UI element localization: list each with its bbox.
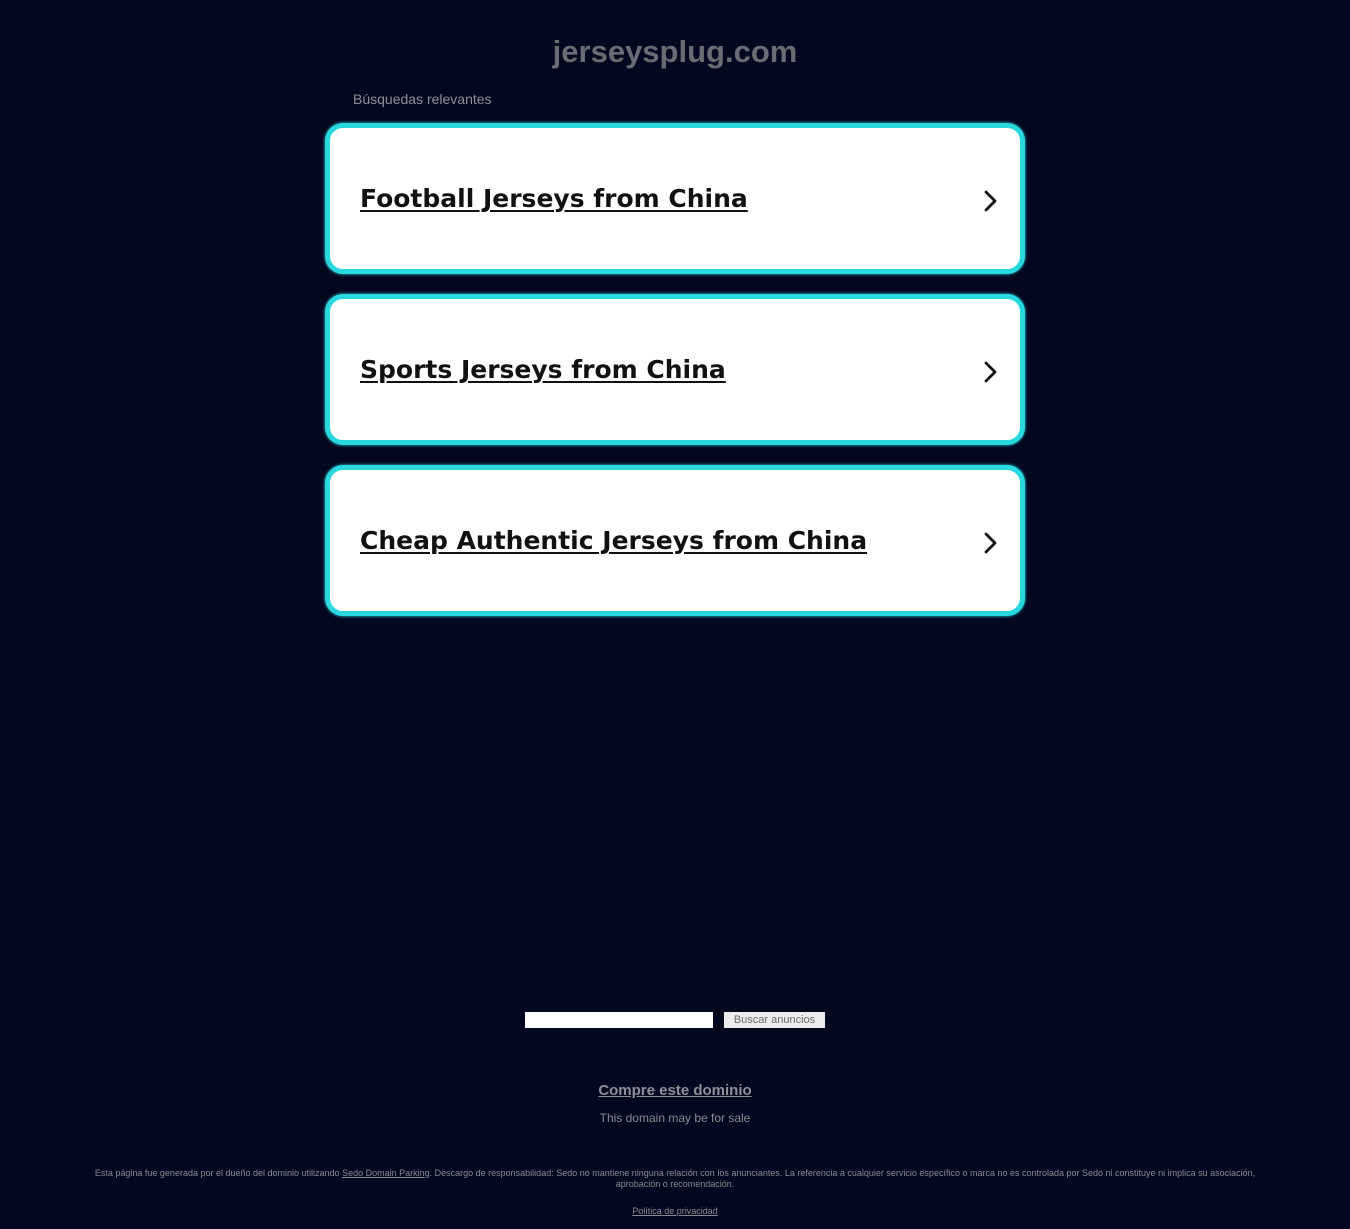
disclaimer-text-start: Esta página fue generada por el dueño del dominio utilizando	[94, 1168, 343, 1178]
related-search-card[interactable]	[325, 294, 1025, 445]
search-input[interactable]	[525, 1012, 713, 1028]
chevron-right-icon	[984, 361, 998, 383]
related-search-link[interactable]: Football Jerseys from China	[360, 184, 748, 213]
buy-domain-link[interactable]: Compre este dominio	[598, 1082, 752, 1099]
privacy-policy-link[interactable]: Política de privacidad	[632, 1206, 718, 1216]
site-domain-title: jerseysplug.com	[552, 34, 798, 69]
related-searches-list	[325, 123, 1025, 636]
related-search-card[interactable]	[325, 465, 1025, 616]
ad-search-form	[524, 1011, 826, 1029]
chevron-right-icon	[984, 532, 998, 554]
related-search-link[interactable]: Cheap Authentic Jerseys from China	[360, 526, 868, 555]
sedo-parking-link[interactable]: Sedo Domain Parking	[342, 1168, 430, 1178]
disclaimer-text-end: . Descargo de responsabilidad: Sedo no mantiene ninguna relación con los anunciantes. La referencia a cualquier servicio específico o marca no es controlada por Sedo ni constituye ni implica su asociación, aprobación o recomendación.	[429, 1168, 1256, 1189]
disclaimer-text	[75, 1168, 1275, 1190]
related-searches-heading: Búsquedas relevantes	[353, 91, 492, 107]
for-sale-note: This domain may be for sale	[599, 1111, 751, 1125]
chevron-right-icon	[984, 190, 998, 212]
related-search-link[interactable]: Sports Jerseys from China	[360, 355, 726, 384]
related-search-card[interactable]	[325, 123, 1025, 274]
search-ads-button[interactable]: Buscar anuncios	[724, 1012, 825, 1028]
